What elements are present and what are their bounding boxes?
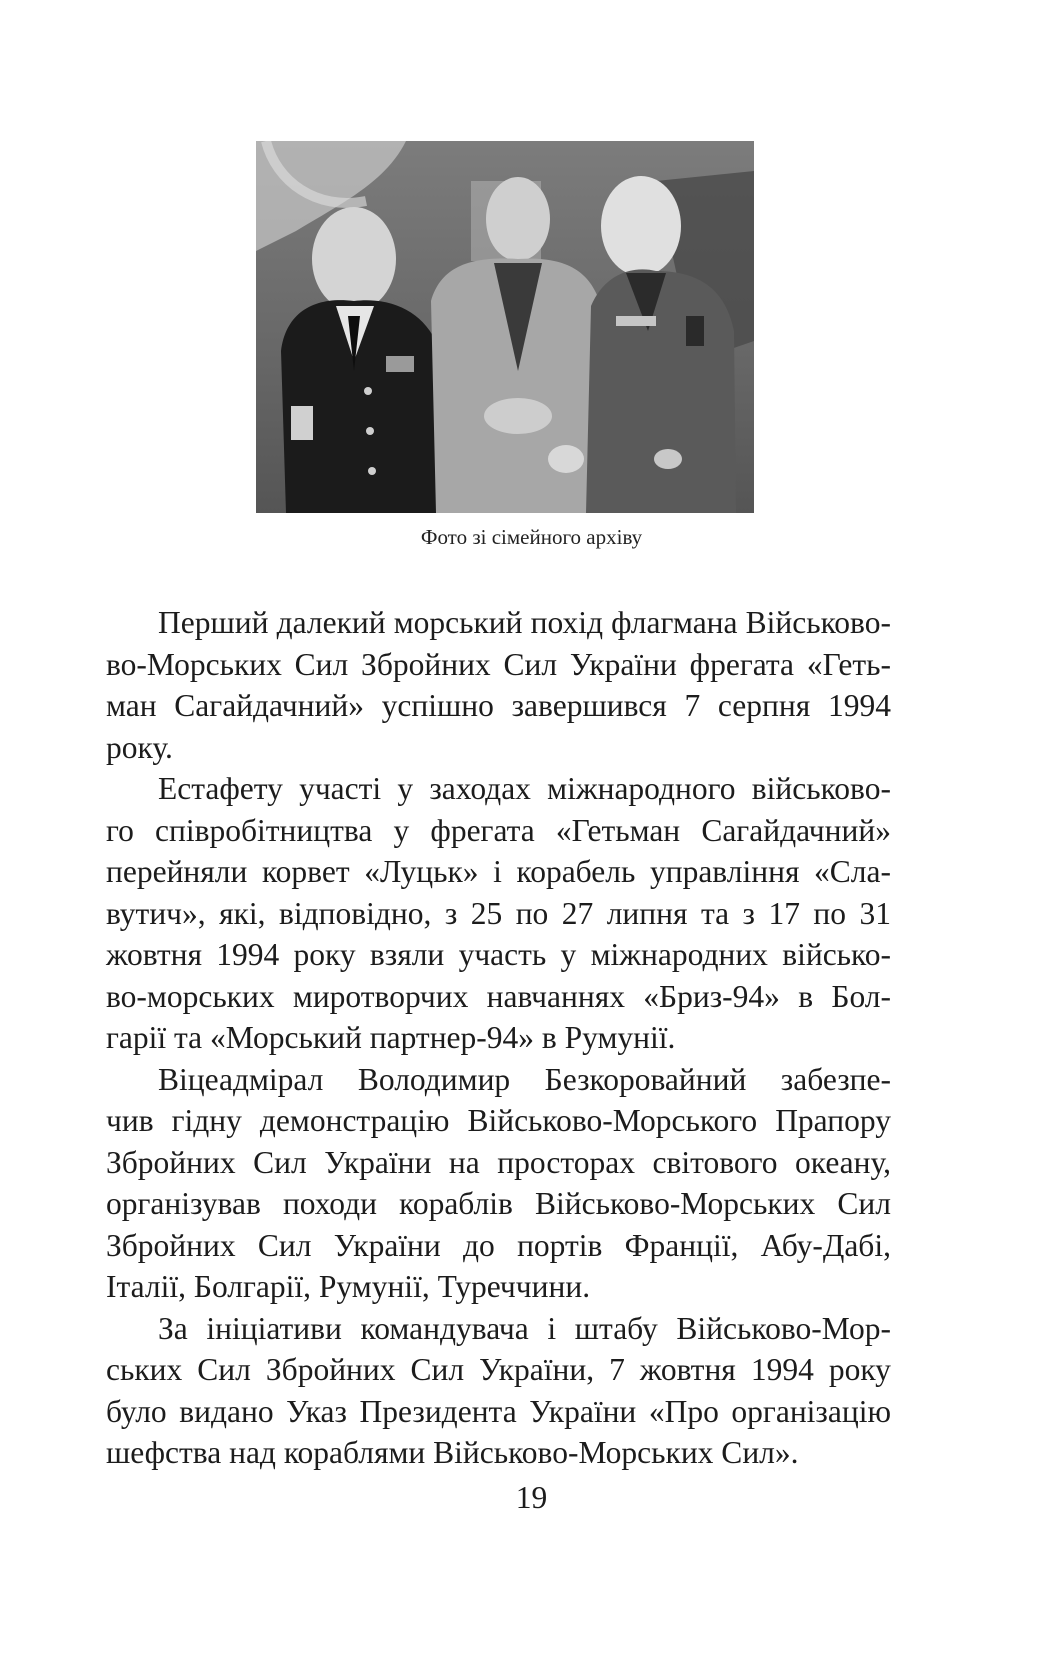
word: го <box>106 812 134 848</box>
word: в <box>798 978 814 1014</box>
word: Володимир <box>357 1061 511 1097</box>
text-line <box>106 1059 891 1101</box>
word: Збройних <box>361 646 491 682</box>
word: у <box>560 937 577 972</box>
word: Франції, <box>624 1227 739 1263</box>
word: Віцеадмірал <box>158 1061 324 1097</box>
word: чив <box>106 1103 154 1138</box>
text-line: Італії, Болгарії, Румунії, Туреччини. <box>106 1269 591 1304</box>
word: За <box>158 1310 188 1346</box>
word: 7 <box>609 1352 625 1387</box>
word: які, <box>219 895 266 931</box>
text-line <box>106 768 891 810</box>
word: завершився <box>511 688 667 723</box>
word: демонстрацію <box>259 1103 450 1138</box>
word: 25 <box>470 895 503 931</box>
body-text <box>106 602 891 1474</box>
word: Президента <box>359 1393 517 1429</box>
paragraph-3 <box>106 1059 891 1308</box>
word: і <box>493 854 502 889</box>
text-line: гарії та «Морський партнер-94» в Румунії. <box>106 1020 676 1055</box>
word: 1994 <box>216 937 280 972</box>
word: організацію <box>731 1393 891 1429</box>
text-line <box>106 1349 891 1391</box>
page-number: 19 <box>515 1480 548 1515</box>
word: Військово-Морських <box>534 1186 816 1221</box>
word: ських <box>106 1352 183 1387</box>
word: океану, <box>795 1144 891 1180</box>
word: Сил <box>294 646 349 682</box>
text-line: року. <box>106 729 173 765</box>
text-line <box>106 1183 891 1225</box>
word: співробітництва <box>155 812 373 848</box>
word: Абу-Дабі, <box>760 1227 891 1263</box>
word: Указ <box>286 1393 347 1429</box>
word: далекий <box>276 605 386 640</box>
word: миротворчих <box>292 978 469 1014</box>
word: «Бриз-94» <box>643 978 780 1014</box>
word: Сил <box>257 1227 312 1263</box>
word: Перший <box>158 605 269 640</box>
word: флагмана <box>611 605 738 640</box>
word: до <box>463 1227 495 1263</box>
word: Сагайдачний» <box>701 812 891 848</box>
text-line <box>106 810 891 852</box>
word: Військово-Морського <box>467 1103 758 1138</box>
paragraph-1 <box>106 602 891 768</box>
text-line <box>106 602 891 644</box>
word: року <box>828 1352 891 1387</box>
word: України <box>529 1393 637 1429</box>
word: во-морських <box>106 978 275 1014</box>
word: взяли <box>369 937 445 972</box>
word: жовтня <box>639 1352 736 1387</box>
word: Безкоровайний <box>544 1061 747 1097</box>
word: перейняли <box>106 854 248 889</box>
word: корвет <box>261 854 350 889</box>
word: серпня <box>717 688 811 723</box>
word: фрегата <box>430 812 535 848</box>
word: Сил <box>837 1186 891 1221</box>
word: відповідно, <box>278 895 432 931</box>
word: Збройних <box>106 1227 236 1263</box>
word: військово- <box>751 771 891 806</box>
word: Сил <box>410 1352 465 1387</box>
word: Військово- <box>745 605 891 640</box>
word: у <box>393 812 410 848</box>
text-line <box>106 1142 891 1184</box>
family-archive-photo <box>256 141 754 513</box>
word: вутич», <box>106 895 206 931</box>
word: організував <box>106 1186 261 1221</box>
word: по <box>813 895 846 931</box>
word: «Про <box>648 1393 719 1429</box>
word: навчаннях <box>486 978 625 1014</box>
word: Прапору <box>775 1103 891 1138</box>
word: участь <box>458 937 547 972</box>
word: портів <box>517 1227 603 1263</box>
word: управління <box>649 854 800 889</box>
word: 1994 <box>750 1352 814 1387</box>
word: 1994 <box>827 688 891 723</box>
word: заходах <box>429 771 531 806</box>
word: міжнародного <box>547 771 736 806</box>
word: України <box>569 646 677 682</box>
text-line <box>106 976 891 1018</box>
word: Сил <box>503 646 558 682</box>
word: 27 <box>561 895 594 931</box>
word: «Геть- <box>806 646 891 682</box>
word: гідну <box>171 1103 242 1138</box>
photo-caption: Фото зі сімейного архіву <box>420 525 643 549</box>
word: фрегата <box>689 646 795 682</box>
word: Бол- <box>831 978 891 1014</box>
word: походи <box>282 1186 378 1221</box>
word: Військово-Мор- <box>676 1310 891 1346</box>
word: військо- <box>782 937 891 972</box>
word: 17 <box>768 895 800 931</box>
word: Збройних <box>265 1352 396 1387</box>
text-line <box>106 934 891 976</box>
word: 7 <box>684 688 701 723</box>
word: України <box>333 1227 441 1263</box>
word: кораблів <box>399 1186 513 1221</box>
paragraph-4 <box>106 1308 891 1474</box>
word: «Луцьк» <box>364 854 479 889</box>
word: участі <box>299 771 382 806</box>
word: Естафету <box>158 771 283 806</box>
word: успішно <box>381 688 494 723</box>
word: ініціативи <box>206 1310 342 1346</box>
word: «Сла- <box>814 854 891 889</box>
paragraph-2 <box>106 768 891 1059</box>
word: було <box>106 1393 167 1429</box>
word: морський <box>393 605 523 640</box>
word: Сил <box>197 1352 251 1387</box>
word: ман <box>106 688 157 723</box>
text-line <box>106 1308 891 1350</box>
word: штабу <box>574 1310 658 1346</box>
word: з <box>742 895 755 931</box>
word: на <box>448 1144 480 1180</box>
word: похід <box>530 605 604 640</box>
word: з <box>444 895 458 931</box>
word: Сил <box>253 1144 307 1180</box>
word: і <box>547 1310 557 1346</box>
text-line <box>106 685 891 727</box>
word: забезпе- <box>780 1061 891 1097</box>
text-line: шефства над кораблями Військово-Морських Сил». <box>106 1435 799 1470</box>
text-line <box>106 1225 891 1267</box>
word: корабель <box>516 854 636 889</box>
word: Збройних <box>106 1144 236 1180</box>
word: Сагайдачний» <box>174 688 364 723</box>
text-line <box>106 1100 891 1142</box>
word: року <box>293 937 356 972</box>
text-line <box>106 851 891 893</box>
word: во-Морських <box>106 646 282 682</box>
word: командувача <box>360 1310 529 1346</box>
word: видано <box>179 1393 274 1429</box>
word: жовтня <box>106 937 202 972</box>
text-line <box>106 1391 891 1433</box>
text-line <box>106 644 891 686</box>
word: України, <box>479 1352 595 1387</box>
text-line <box>106 893 891 935</box>
word: України <box>324 1144 432 1180</box>
photo-illustration <box>256 141 754 513</box>
word: міжнародних <box>590 937 768 972</box>
word: та <box>700 895 730 931</box>
word: у <box>397 771 414 806</box>
word: просторах <box>497 1144 635 1180</box>
word: липня <box>606 895 688 931</box>
word: 31 <box>859 895 891 931</box>
word: світового <box>652 1144 778 1180</box>
word: «Гетьман <box>555 812 681 848</box>
word: по <box>515 895 549 931</box>
